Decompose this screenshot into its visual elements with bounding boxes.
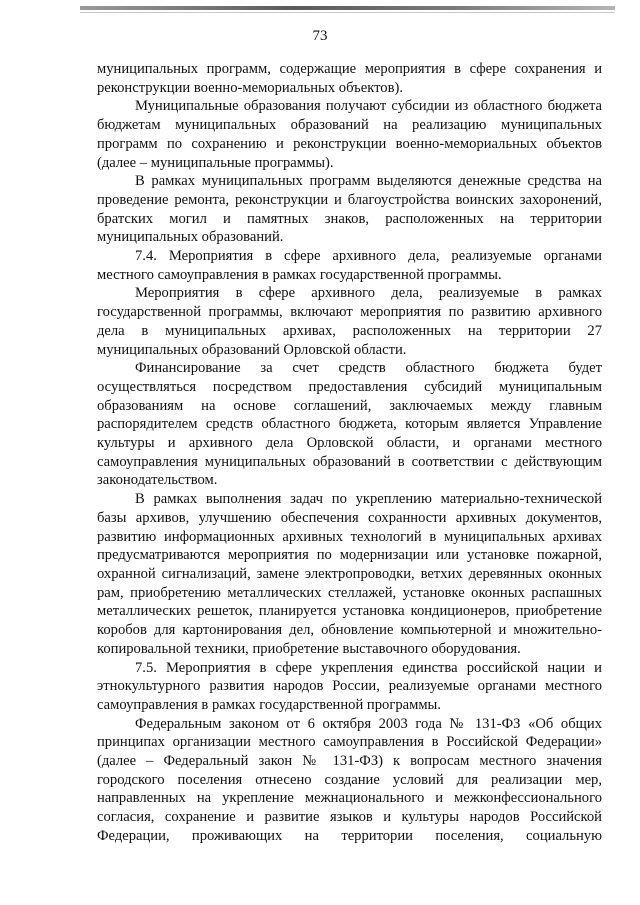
scan-edge-line [80,12,615,13]
paragraph-archive-measures: Мероприятия в сфере архивного дела, реализуемые в рамках государственной программы, включают мероприятия по развитию архивного дела в муниципальных архивах, расположенных на территории 27 муниципальных образований Орловской области. [97,285,602,358]
paragraph-continuation: муниципальных программ, содержащие мероприятия в сфере сохранения и реконструкции военно-мемориальных объектов). [97,61,602,96]
paragraph-federal-law: Федеральным законом от 6 октября 2003 года № 131-ФЗ «Об общих принципах организации местного самоуправления в Российской Федерации» (далее – Федеральный закон № 131-ФЗ) к вопросам местного значения городского поселения отнесено создание условий для реализации мер, направленных на укрепление межнационального и межконфессионального согласия, сохранение и развитие языков и культуры народов Российской Федерации, проживающих на территории поселения, социальную [97,715,602,844]
paragraph-subsidies: Муниципальные образования получают субсидии из областного бюджета бюджетам муниципальных образований на реализацию муниципальных программ по сохранению и реконструкции военно-мемориальных объектов (далее – муниципальные программы). [97,98,602,171]
document-body [97,60,602,846]
scan-edge-artifact [80,6,615,10]
section-heading-7-5: 7.5. Мероприятия в сфере укрепления единства российской нации и этнокультурного развития народов России, реализуемые органами местного самоуправления в рамках государственной программы. [97,659,602,713]
page-number: 73 [312,28,328,44]
paragraph-archive-tasks: В рамках выполнения задач по укреплению материально-технической базы архивов, улучшению обеспечения сохранности архивных документов, развитию информационных архивных технологий в муниципальных архивах предусматриваются мероприятия по модернизации или установке пожарной, охранной сигнализаций, замене электропроводки, ветхих деревянных оконных рам, приобретению металлических стеллажей, установке оконных распашных металлических решеток, планируется установка кондиционеров, приобретение коробов для картонирования дел, обновление компьютерной и множительно-копировальной техники, приобретение выставочного оборудования. [97,491,602,657]
section-heading-7-4: 7.4. Мероприятия в сфере архивного дела, реализуемые органами местного самоуправления в рамках государственной программы. [97,248,602,283]
paragraph-financing: Финансирование за счет средств областного бюджета будет осуществляться посредством предоставления субсидий муниципальным образованиям на основе соглашений, заключаемых между главным распорядителем средств областного бюджета, которым является Управление культуры и архивного дела Орловской области, и органами местного самоуправления муниципальных образований в соответствии с действующим законодательством. [97,360,602,489]
paragraph-funds: В рамках муниципальных программ выделяются денежные средства на проведение ремонта, реконструкции и благоустройства воинских захоронений, братских могил и памятных знаков, расположенных на территории муниципальных образований. [97,173,602,246]
